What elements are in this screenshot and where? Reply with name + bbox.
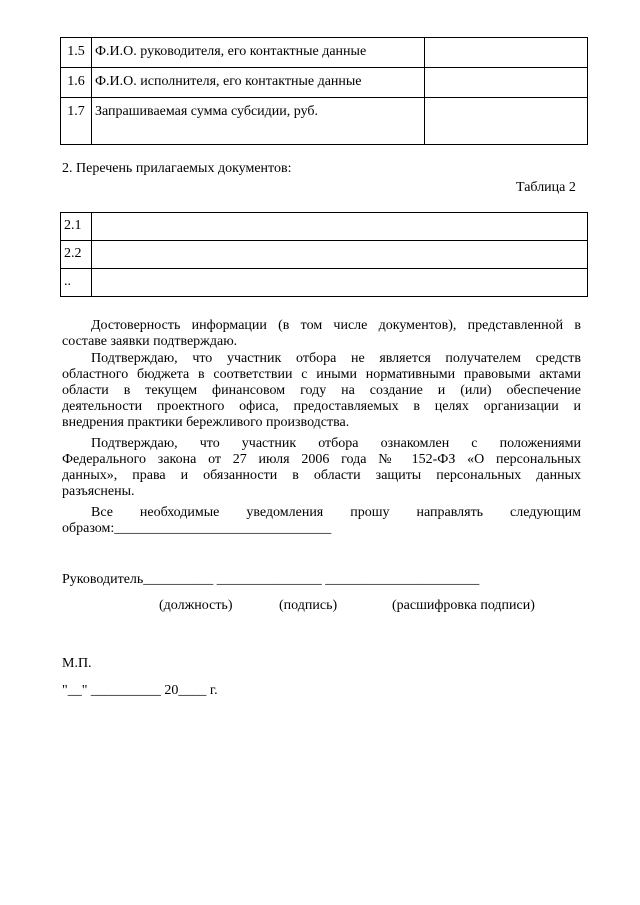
- date-line[interactable]: "__" __________ 20____ г.: [62, 683, 218, 698]
- row-value-cell[interactable]: [92, 241, 588, 269]
- paragraph-not-recipient: [62, 351, 581, 431]
- row-value-cell[interactable]: [92, 269, 588, 297]
- row-number: ..: [61, 269, 92, 297]
- table-2-caption: Таблица 2: [516, 180, 576, 195]
- row-label: Ф.И.О. исполнителя, его контактные данные: [92, 68, 425, 98]
- row-value-cell[interactable]: [425, 98, 588, 145]
- table-row: [61, 213, 588, 241]
- position-caption: (должность): [159, 598, 233, 613]
- paragraph-line: деятельности проектного офиса, предоставляемых в целях организации и: [62, 399, 581, 414]
- decode-caption: (расшифровка подписи): [392, 598, 535, 613]
- row-label: Запрашиваемая сумма субсидии, руб.: [92, 98, 425, 145]
- table-row: [61, 241, 588, 269]
- sign-caption: (подпись): [279, 598, 338, 613]
- paragraph-line: областного бюджета в соответствии с иными нормативными правовыми актами: [62, 367, 581, 382]
- table-row: [61, 269, 588, 297]
- paragraph-notifications: [62, 505, 581, 537]
- paragraph-line: Подтверждаю, что участник отбора не является получателем средств: [91, 351, 581, 366]
- applicant-info-table: [60, 37, 588, 145]
- table-row: [61, 98, 588, 145]
- row-value-cell[interactable]: [92, 213, 588, 241]
- paragraph-line: внедрения практики бережливого производства.: [62, 415, 350, 430]
- paragraph-accuracy: [62, 318, 581, 350]
- row-number: 1.5: [61, 38, 92, 68]
- table-row: [61, 68, 588, 98]
- paragraph-line: данных», права и обязанности в области защиты персональных данных: [62, 468, 581, 483]
- paragraph-line: Достоверность информации (в том числе документов), представленной в: [91, 318, 581, 333]
- paragraph-line: составе заявки подтверждаю.: [62, 334, 238, 349]
- row-number: 2.1: [61, 213, 92, 241]
- paragraph-line: области в текущем финансовом году на создание и (или) обеспечение: [62, 383, 581, 398]
- paragraph-line: разъяснены.: [62, 484, 135, 499]
- row-number: 1.6: [61, 68, 92, 98]
- section-2-heading: 2. Перечень прилагаемых документов:: [62, 161, 292, 176]
- paragraph-personal-data: [62, 436, 581, 500]
- stamp-label: М.П.: [62, 656, 92, 671]
- row-value-cell[interactable]: [425, 38, 588, 68]
- row-label: Ф.И.О. руководителя, его контактные данные: [92, 38, 425, 68]
- notification-method-field[interactable]: образом:_______________________________: [62, 521, 332, 536]
- row-number: 1.7: [61, 98, 92, 145]
- row-number: 2.2: [61, 241, 92, 269]
- table-row: [61, 38, 588, 68]
- paragraph-line: Подтверждаю, что участник отбора ознакомлен с положениями: [91, 436, 581, 451]
- paragraph-line: Федерального закона от 27 июля 2006 года № 152-ФЗ «О персональных: [62, 452, 581, 467]
- documents-table: [60, 212, 588, 297]
- row-value-cell[interactable]: [425, 68, 588, 98]
- signature-line[interactable]: Руководитель__________ _______________ ______________________: [62, 572, 480, 587]
- paragraph-line: Все необходимые уведомления прошу направлять следующим: [91, 505, 581, 520]
